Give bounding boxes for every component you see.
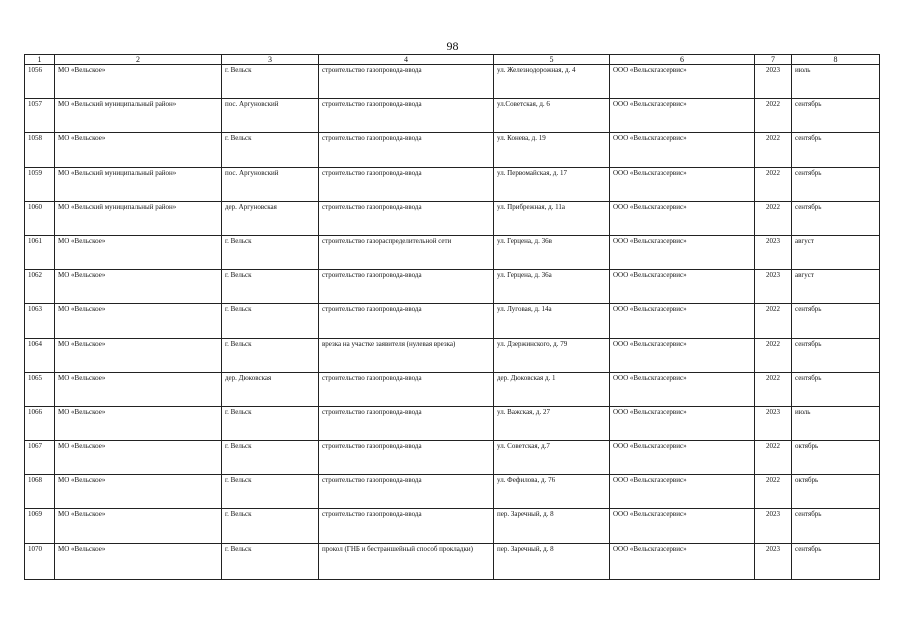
address: ул.Советская, д. 6 xyxy=(494,99,610,133)
work-type: строительство газопровода-ввода xyxy=(319,372,494,406)
table-row xyxy=(25,65,880,99)
year: 2022 xyxy=(755,201,792,235)
row-number: 1064 xyxy=(25,338,55,372)
table-row xyxy=(25,338,880,372)
address: пер. Заречный, д. 8 xyxy=(494,543,610,579)
work-type: строительство газораспределительной сети xyxy=(319,235,494,269)
month: октябрь xyxy=(792,475,880,509)
organization: ООО «Вельскгазсервис» xyxy=(610,372,755,406)
month: август xyxy=(792,270,880,304)
address: ул. Советская, д.7 xyxy=(494,441,610,475)
table-row xyxy=(25,201,880,235)
organization: ООО «Вельскгазсервис» xyxy=(610,65,755,99)
settlement: пос. Аргуновский xyxy=(222,167,319,201)
address: ул. Герцена, д. 36а xyxy=(494,270,610,304)
settlement: г. Вельск xyxy=(222,441,319,475)
settlement: г. Вельск xyxy=(222,406,319,440)
address: ул. Фефилова, д. 76 xyxy=(494,475,610,509)
col-header-5: 5 xyxy=(494,55,610,65)
settlement: пос. Аргуновский xyxy=(222,99,319,133)
month: сентябрь xyxy=(792,304,880,338)
col-header-3: 3 xyxy=(222,55,319,65)
organization: ООО «Вельскгазсервис» xyxy=(610,133,755,167)
organization: ООО «Вельскгазсервис» xyxy=(610,338,755,372)
organization: ООО «Вельскгазсервис» xyxy=(610,167,755,201)
municipality: МО «Вельское» xyxy=(55,372,222,406)
table-row xyxy=(25,304,880,338)
address: ул. Прибрежная, д. 11а xyxy=(494,201,610,235)
month: сентябрь xyxy=(792,167,880,201)
municipality: МО «Вельское» xyxy=(55,65,222,99)
address: ул. Первомайская, д. 17 xyxy=(494,167,610,201)
table-row xyxy=(25,270,880,304)
municipality: МО «Вельское» xyxy=(55,133,222,167)
row-number: 1058 xyxy=(25,133,55,167)
municipality: МО «Вельское» xyxy=(55,475,222,509)
organization: ООО «Вельскгазсервис» xyxy=(610,543,755,579)
settlement: г. Вельск xyxy=(222,338,319,372)
address: дер. Дюковская д. 1 xyxy=(494,372,610,406)
organization: ООО «Вельскгазсервис» xyxy=(610,99,755,133)
month: сентябрь xyxy=(792,201,880,235)
year: 2022 xyxy=(755,338,792,372)
row-number: 1069 xyxy=(25,509,55,543)
table-row xyxy=(25,99,880,133)
municipality: МО «Вельское» xyxy=(55,235,222,269)
table-row xyxy=(25,543,880,579)
work-type: прокол (ГНБ и бестраншейный способ прокладки) xyxy=(319,543,494,579)
settlement: дер. Дюковская xyxy=(222,372,319,406)
municipality: МО «Вельский муниципальный район» xyxy=(55,167,222,201)
table-row xyxy=(25,406,880,440)
municipality: МО «Вельское» xyxy=(55,304,222,338)
settlement: г. Вельск xyxy=(222,65,319,99)
row-number: 1070 xyxy=(25,543,55,579)
year: 2022 xyxy=(755,372,792,406)
work-type: строительство газопровода-ввода xyxy=(319,133,494,167)
row-number: 1062 xyxy=(25,270,55,304)
year: 2023 xyxy=(755,270,792,304)
organization: ООО «Вельскгазсервис» xyxy=(610,201,755,235)
organization: ООО «Вельскгазсервис» xyxy=(610,304,755,338)
row-number: 1063 xyxy=(25,304,55,338)
settlement: г. Вельск xyxy=(222,509,319,543)
month: сентябрь xyxy=(792,338,880,372)
month: сентябрь xyxy=(792,133,880,167)
col-header-4: 4 xyxy=(319,55,494,65)
address: ул. Герцена, д. 36в xyxy=(494,235,610,269)
row-number: 1068 xyxy=(25,475,55,509)
month: октябрь xyxy=(792,441,880,475)
address: пер. Заречный, д. 8 xyxy=(494,509,610,543)
organization: ООО «Вельскгазсервис» xyxy=(610,235,755,269)
row-number: 1067 xyxy=(25,441,55,475)
work-type: строительство газопровода-ввода xyxy=(319,167,494,201)
col-header-6: 6 xyxy=(610,55,755,65)
year: 2022 xyxy=(755,133,792,167)
row-number: 1057 xyxy=(25,99,55,133)
address: ул. Дзержинского, д. 79 xyxy=(494,338,610,372)
table-row xyxy=(25,372,880,406)
work-type: строительство газопровода-ввода xyxy=(319,99,494,133)
col-header-1: 1 xyxy=(25,55,55,65)
row-number: 1060 xyxy=(25,201,55,235)
address: ул. Луговая, д. 14а xyxy=(494,304,610,338)
year: 2023 xyxy=(755,235,792,269)
work-type: строительство газопровода-ввода xyxy=(319,304,494,338)
month: июль xyxy=(792,65,880,99)
municipality: МО «Вельский муниципальный район» xyxy=(55,201,222,235)
row-number: 1065 xyxy=(25,372,55,406)
address: ул. Железнодорожная, д. 4 xyxy=(494,65,610,99)
work-type: строительство газопровода-ввода xyxy=(319,509,494,543)
work-type: строительство газопровода-ввода xyxy=(319,406,494,440)
municipality: МО «Вельское» xyxy=(55,406,222,440)
municipality: МО «Вельское» xyxy=(55,270,222,304)
gasification-register-table xyxy=(24,54,880,580)
table-row xyxy=(25,235,880,269)
column-number-header-row xyxy=(25,55,880,65)
year: 2022 xyxy=(755,475,792,509)
table-row xyxy=(25,509,880,543)
year: 2023 xyxy=(755,406,792,440)
row-number: 1056 xyxy=(25,65,55,99)
work-type: строительство газопровода-ввода xyxy=(319,475,494,509)
address: ул. Конева, д. 19 xyxy=(494,133,610,167)
settlement: г. Вельск xyxy=(222,133,319,167)
table-row xyxy=(25,441,880,475)
work-type: врезка на участке заявителя (нулевая врезка) xyxy=(319,338,494,372)
month: сентябрь xyxy=(792,543,880,579)
settlement: г. Вельск xyxy=(222,235,319,269)
organization: ООО «Вельскгазсервис» xyxy=(610,406,755,440)
work-type: строительство газопровода-ввода xyxy=(319,201,494,235)
month: сентябрь xyxy=(792,372,880,406)
organization: ООО «Вельскгазсервис» xyxy=(610,441,755,475)
organization: ООО «Вельскгазсервис» xyxy=(610,509,755,543)
work-type: строительство газопровода-ввода xyxy=(319,441,494,475)
work-type: строительство газопровода-ввода xyxy=(319,270,494,304)
row-number: 1059 xyxy=(25,167,55,201)
row-number: 1061 xyxy=(25,235,55,269)
col-header-7: 7 xyxy=(755,55,792,65)
settlement: дер. Аргуновская xyxy=(222,201,319,235)
row-number: 1066 xyxy=(25,406,55,440)
year: 2022 xyxy=(755,304,792,338)
work-type: строительство газопровода-ввода xyxy=(319,65,494,99)
year: 2023 xyxy=(755,65,792,99)
settlement: г. Вельск xyxy=(222,475,319,509)
address: ул. Важская, д. 27 xyxy=(494,406,610,440)
municipality: МО «Вельское» xyxy=(55,338,222,372)
year: 2022 xyxy=(755,167,792,201)
month: июль xyxy=(792,406,880,440)
settlement: г. Вельск xyxy=(222,270,319,304)
settlement: г. Вельск xyxy=(222,543,319,579)
table-row xyxy=(25,133,880,167)
year: 2023 xyxy=(755,543,792,579)
col-header-8: 8 xyxy=(792,55,880,65)
year: 2022 xyxy=(755,441,792,475)
table-row xyxy=(25,167,880,201)
year: 2022 xyxy=(755,99,792,133)
page-number: 98 xyxy=(446,39,459,53)
municipality: МО «Вельское» xyxy=(55,441,222,475)
municipality: МО «Вельское» xyxy=(55,543,222,579)
municipality: МО «Вельское» xyxy=(55,509,222,543)
month: сентябрь xyxy=(792,509,880,543)
organization: ООО «Вельскгазсервис» xyxy=(610,270,755,304)
month: сентябрь xyxy=(792,99,880,133)
year: 2023 xyxy=(755,509,792,543)
month: август xyxy=(792,235,880,269)
settlement: г. Вельск xyxy=(222,304,319,338)
organization: ООО «Вельскгазсервис» xyxy=(610,475,755,509)
table-row xyxy=(25,475,880,509)
municipality: МО «Вельский муниципальный район» xyxy=(55,99,222,133)
col-header-2: 2 xyxy=(55,55,222,65)
